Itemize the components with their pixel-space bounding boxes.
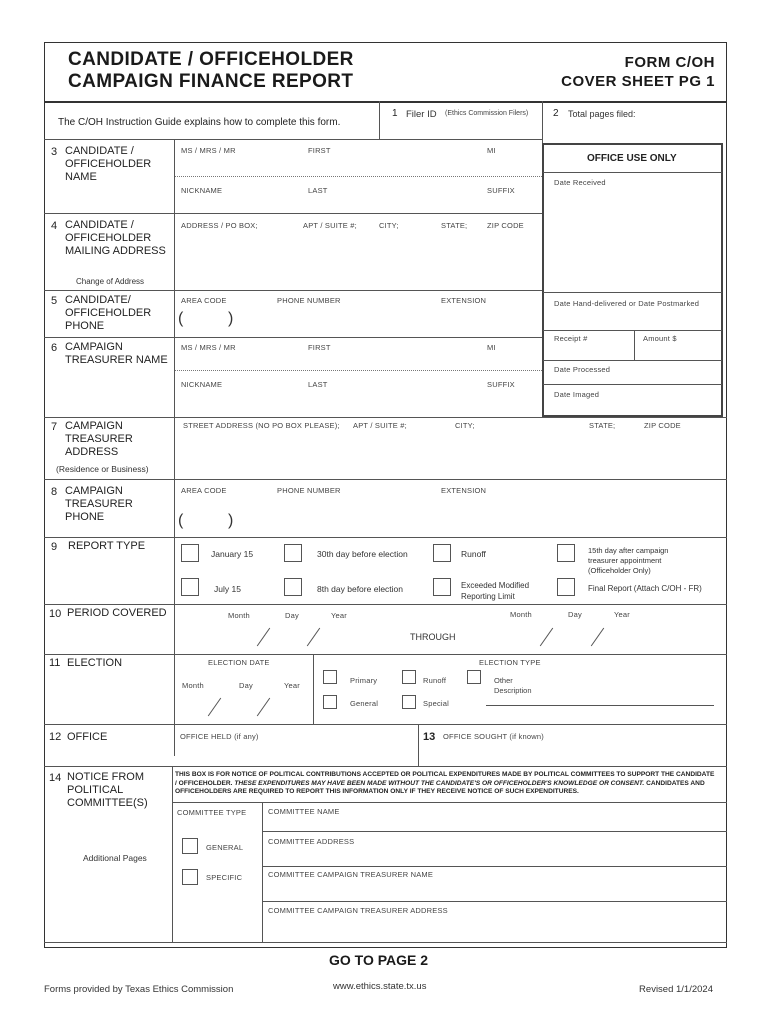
checkbox-runoff[interactable] bbox=[433, 544, 451, 562]
checkbox-other[interactable] bbox=[467, 670, 481, 684]
filer-id-note: (Ethics Commission Filers) bbox=[445, 110, 529, 117]
checkbox-general[interactable] bbox=[323, 695, 337, 709]
form-title-line1: CANDIDATE / OFFICEHOLDER bbox=[68, 49, 354, 70]
checkbox-election-runoff[interactable] bbox=[402, 670, 416, 684]
office-use-title: OFFICE USE ONLY bbox=[587, 153, 677, 164]
section-candidate-name: CANDIDATE / OFFICEHOLDER NAME bbox=[65, 145, 152, 183]
footer-url[interactable]: www.ethics.state.tx.us bbox=[333, 981, 427, 992]
total-pages-num: 2 bbox=[553, 108, 559, 119]
date-processed-label: Date Processed bbox=[554, 365, 611, 374]
checkbox-30th-day[interactable] bbox=[284, 544, 302, 562]
checkbox-exceeded-limit[interactable] bbox=[433, 578, 451, 596]
checkbox-january-15[interactable] bbox=[181, 544, 199, 562]
change-of-address[interactable]: Change of Address bbox=[76, 277, 145, 286]
checkbox-committee-specific[interactable] bbox=[182, 869, 198, 885]
checkbox-8th-day[interactable] bbox=[284, 578, 302, 596]
footer-revised: Revised 1/1/2024 bbox=[639, 984, 713, 995]
section-treasurer-address: CAMPAIGN TREASURER ADDRESS bbox=[65, 420, 133, 458]
total-pages-label[interactable]: Total pages filed: bbox=[568, 109, 636, 119]
section-election: ELECTION bbox=[67, 657, 123, 669]
through-label: THROUGH bbox=[410, 632, 456, 642]
filer-id-num: 1 bbox=[392, 108, 398, 119]
section-notice-committee: NOTICE FROM POLITICAL COMMITTEE(S) bbox=[67, 771, 148, 809]
area-code-paren-close: ) bbox=[228, 310, 234, 327]
header-divider bbox=[44, 101, 727, 103]
section-treasurer-phone: CAMPAIGN TREASURER PHONE bbox=[65, 485, 133, 523]
section-mailing-address: CANDIDATE / OFFICEHOLDER MAILING ADDRESS bbox=[65, 219, 166, 257]
checkbox-july-15[interactable] bbox=[181, 578, 199, 596]
section-treasurer-name: CAMPAIGN TREASURER NAME bbox=[65, 341, 168, 366]
other-description-line[interactable] bbox=[486, 705, 714, 706]
form-id: FORM C/OH bbox=[624, 54, 715, 71]
checkbox-final-report[interactable] bbox=[557, 578, 575, 596]
receipt-label: Receipt # bbox=[554, 334, 588, 343]
section-office: OFFICE bbox=[67, 731, 108, 743]
date-hand-delivered-label: Date Hand-delivered or Date Postmarked bbox=[554, 299, 700, 308]
date-imaged-label: Date Imaged bbox=[554, 390, 600, 399]
date-received-label: Date Received bbox=[554, 178, 606, 187]
checkbox-15th-day-after[interactable] bbox=[557, 544, 575, 562]
filer-id-label: Filer ID bbox=[406, 109, 437, 120]
cover-sheet-label: COVER SHEET PG 1 bbox=[561, 73, 715, 90]
notice-text: THIS BOX IS FOR NOTICE OF POLITICAL CONTRIBUTIONS ACCEPTED OR POLITICAL EXPENDITURES MADE BY POLITICAL COMMITTEES TO SUPPORT THE CANDIDATE / OFFICEHOLDER. THESE EXPENDITURES MAY HAVE BEEN MADE WITHOUT THE CANDIDATE'S OR OFFICEHOLDER'S KNOWLEDGE OR CONSENT. CANDIDATES AND OFFICEHOLDERS ARE REQUIRED TO REPORT THIS INFORMATION ONLY IF THEY RECEIVE NOTICE OF SUCH EXPENDITURES. bbox=[175, 771, 715, 795]
amount-label: Amount $ bbox=[643, 334, 677, 343]
instructions-text: The C/OH Instruction Guide explains how to complete this form. bbox=[58, 117, 341, 128]
checkbox-special[interactable] bbox=[402, 695, 416, 709]
footer-left: Forms provided by Texas Ethics Commission bbox=[44, 984, 234, 995]
checkbox-committee-general[interactable] bbox=[182, 838, 198, 854]
checkbox-primary[interactable] bbox=[323, 670, 337, 684]
section-report-type: REPORT TYPE bbox=[68, 540, 146, 552]
area-code-paren-open: ( bbox=[178, 310, 184, 327]
section-period-covered: PERIOD COVERED bbox=[67, 607, 167, 619]
go-to-page-2: GO TO PAGE 2 bbox=[329, 952, 429, 968]
section-candidate-phone: CANDIDATE/ OFFICEHOLDER PHONE bbox=[65, 294, 152, 332]
form-title-line2: CAMPAIGN FINANCE REPORT bbox=[68, 71, 354, 92]
